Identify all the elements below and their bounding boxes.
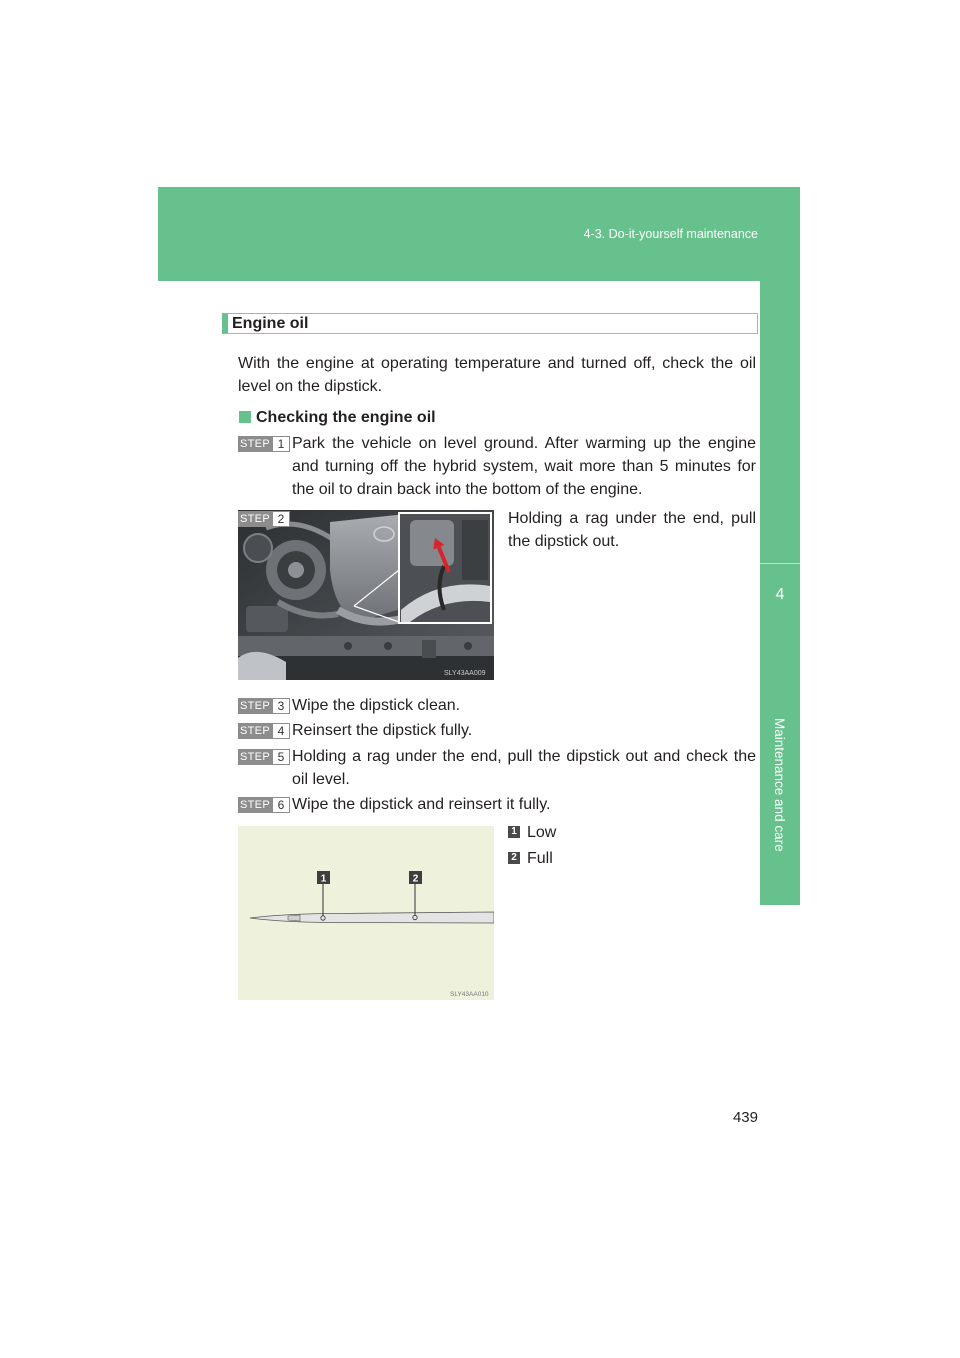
subheading-text: Checking the engine oil bbox=[256, 409, 436, 426]
legend-number-badge: 2 bbox=[508, 852, 520, 864]
callout-number: 2 bbox=[412, 873, 419, 885]
subheading bbox=[238, 406, 756, 429]
legend-number-badge: 1 bbox=[508, 826, 520, 838]
section-title: Engine oil bbox=[232, 315, 309, 332]
chapter-number: 4 bbox=[775, 586, 785, 603]
figure-code: SLY43AA009 bbox=[444, 670, 486, 677]
section-header-band bbox=[158, 187, 800, 281]
dipstick-illustration bbox=[238, 826, 494, 1000]
step-word: STEP bbox=[238, 723, 272, 739]
step-number: 1 bbox=[272, 436, 290, 452]
legend-label: Low bbox=[527, 824, 557, 841]
legend-item-full bbox=[508, 847, 748, 870]
step-text: Wipe the dipstick and reinsert it fully. bbox=[292, 796, 551, 813]
step-1 bbox=[238, 432, 756, 501]
square-bullet-icon bbox=[239, 411, 251, 423]
step-word: STEP bbox=[238, 511, 272, 527]
step-number: 5 bbox=[272, 749, 290, 765]
dipstick-figure bbox=[238, 826, 494, 1000]
step-number: 4 bbox=[272, 723, 290, 739]
step-label bbox=[238, 723, 290, 739]
figure-code: SLY43AA010 bbox=[450, 991, 489, 998]
chapter-side-tab bbox=[760, 281, 800, 905]
step-label bbox=[238, 698, 290, 714]
step-label bbox=[238, 511, 290, 527]
page-number: 439 bbox=[732, 1109, 758, 1126]
step-5 bbox=[238, 745, 756, 791]
step-text: Reinsert the dipstick fully. bbox=[292, 722, 473, 739]
step-word: STEP bbox=[238, 749, 272, 765]
strut-tower bbox=[266, 540, 326, 600]
step-label bbox=[238, 797, 290, 813]
step-text: Park the vehicle on level ground. After warming up the engine and turning off the hybrid system, wait more than 5 minutes for the oil to drain back into the bottom of the engine. bbox=[292, 435, 756, 498]
step-6 bbox=[238, 793, 756, 816]
step-word: STEP bbox=[238, 797, 272, 813]
step-number: 2 bbox=[272, 511, 290, 527]
step-text: Holding a rag under the end, pull the dipstick out and check the oil level. bbox=[292, 748, 756, 788]
step-label bbox=[238, 749, 290, 765]
step-text: Holding a rag under the end, pull the dipstick out. bbox=[508, 510, 756, 550]
step-word: STEP bbox=[238, 436, 272, 452]
section-heading bbox=[222, 313, 758, 334]
step-number: 3 bbox=[272, 698, 290, 714]
chapter-title: Maintenance and care bbox=[772, 718, 787, 852]
dipstick-rod bbox=[250, 912, 494, 923]
step-number: 6 bbox=[272, 797, 290, 813]
engine-bay-figure bbox=[238, 510, 494, 680]
legend-label: Full bbox=[527, 850, 553, 867]
step-4 bbox=[238, 719, 756, 742]
step-label bbox=[238, 436, 290, 452]
legend-item-low bbox=[508, 821, 748, 844]
low-mark bbox=[317, 871, 330, 920]
engine-bay-illustration bbox=[238, 510, 494, 680]
step-3 bbox=[238, 694, 756, 717]
intro-paragraph: With the engine at operating temperature and turned off, check the oil level on the dipstick. bbox=[238, 355, 756, 395]
dipstick-inset bbox=[399, 513, 491, 623]
step-word: STEP bbox=[238, 698, 272, 714]
tab-divider bbox=[760, 563, 800, 564]
step-text: Wipe the dipstick clean. bbox=[292, 697, 461, 714]
callout-number: 1 bbox=[320, 873, 327, 885]
section-header-title: 4-3. Do-it-yourself maintenance bbox=[583, 227, 758, 241]
